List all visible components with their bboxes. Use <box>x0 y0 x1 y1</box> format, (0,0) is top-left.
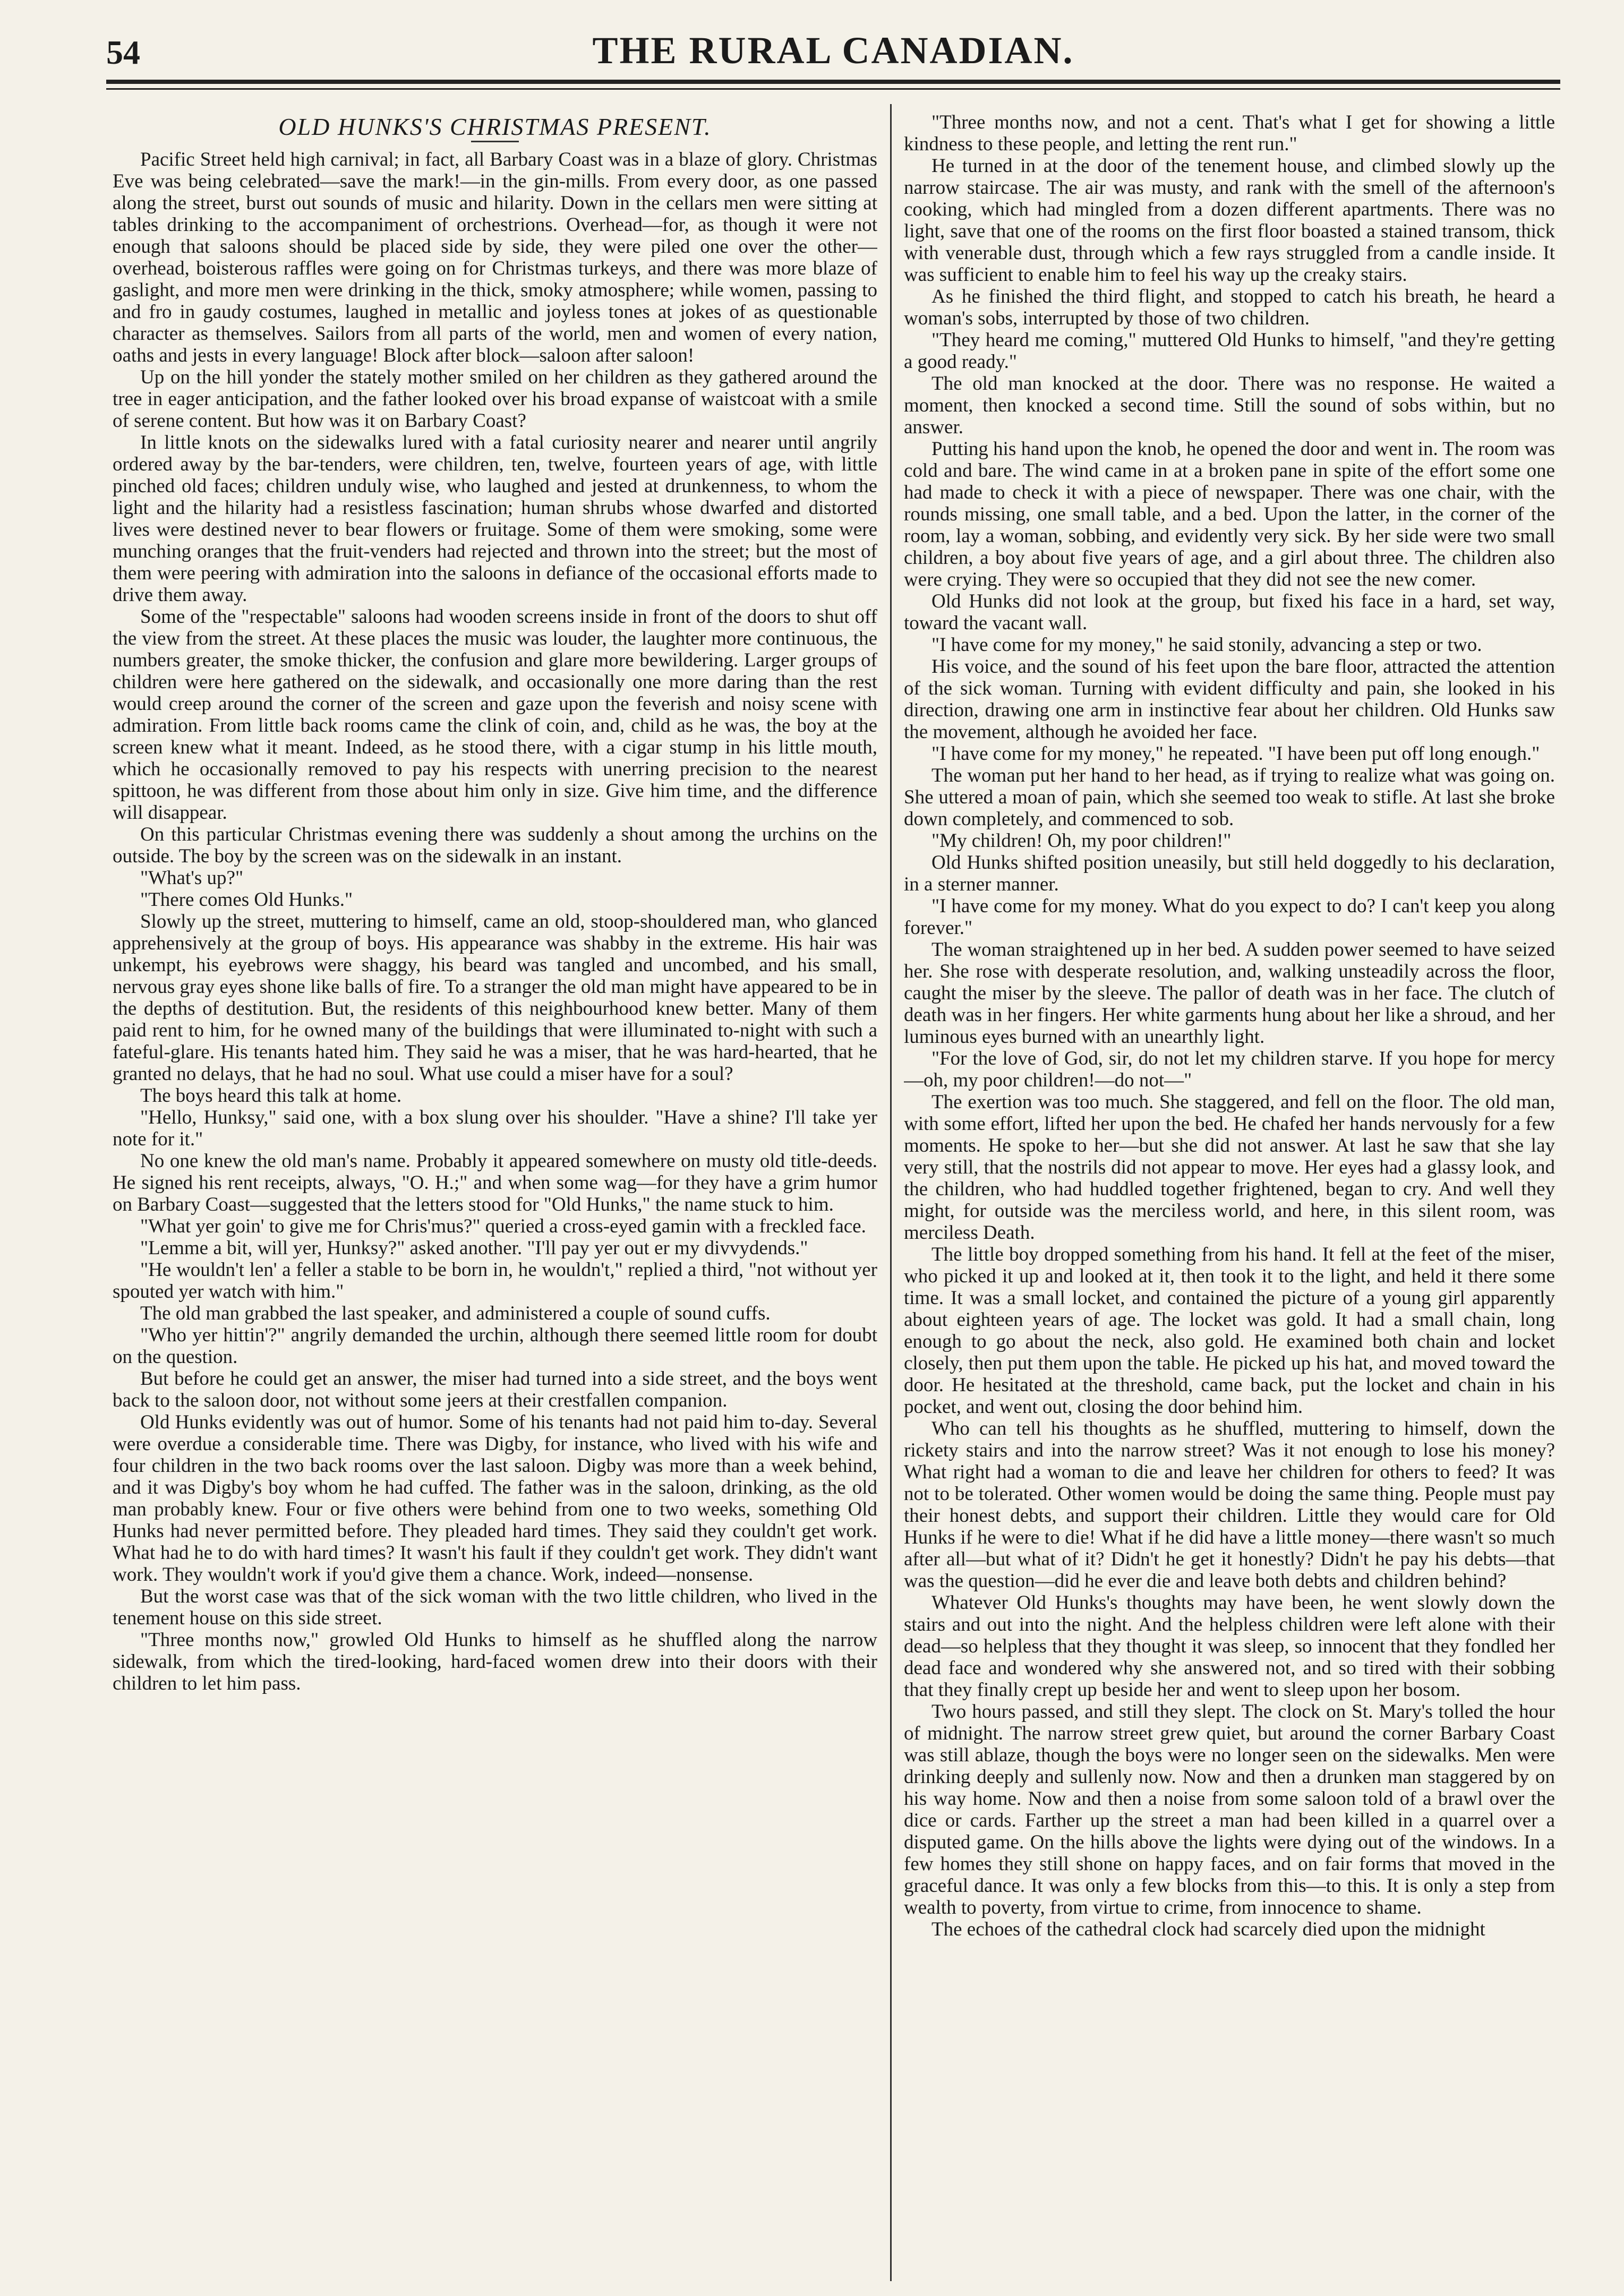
paragraph: His voice, and the sound of his feet upon the bare floor, attracted the attention of the sick woman. Turning with evident difficulty and pain, she looked in his direction, drawing one arm in instinctive fear about her children. Old Hunks saw the movement, although he avoided her face. <box>904 656 1555 743</box>
paragraph: Some of the "respectable" saloons had wooden screens inside in front of the doors to shut off the view from the street. At these places the music was louder, the laughter more continuous, the numbers greater, the smoke thicker, the confusion and glare more bewildering. Larger groups of children were here gathered on the sidewalk, and occasionally one more daring than the rest would creep around the corner of the screen and gaze upon the feverish and noisy scene with admiration. From little back rooms came the clink of coin, and, child as he was, the boy at the screen knew what it meant. Indeed, as he stood there, with a cigar stump in his little mouth, which he occasionally removed to pay his respects with unerring precision to the nearest spittoon, he was different from those about him only in size. Give him time, and the difference will disappear. <box>113 606 877 824</box>
paragraph: In little knots on the sidewalks lured with a fatal curiosity nearer and nearer until angrily ordered away by the bar-tenders, were children, ten, twelve, fourteen years of age, with little pinched old faces; children unduly wise, who laughed and jested at drunkenness, to whom the light and the hilarity had a resistless fascination; human shrubs whose dwarfed and distorted lives were destined never to bear flowers or fruitage. Some of them were smoking, some were munching oranges that the fruit-venders had rejected and thrown into the street; but the most of them were peering with admiration into the saloons in defiance of the occasional efforts made to drive them away. <box>113 432 877 606</box>
paragraph: "For the love of God, sir, do not let my children starve. If you hope for mercy—oh, my poor children!—do not—" <box>904 1048 1555 1091</box>
paragraph: But the worst case was that of the sick woman with the two little children, who lived in the tenement house on this side street. <box>113 1586 877 1629</box>
paragraph: "What's up?" <box>140 867 244 889</box>
masthead <box>106 23 1560 87</box>
column-divider <box>890 104 892 2281</box>
paragraph: "I have come for my money," he said stonily, advancing a step or two. <box>931 634 1482 656</box>
paragraph: "I have come for my money," he repeated. "I have been put off long enough." <box>931 743 1540 765</box>
paragraph: Slowly up the street, muttering to himself, came an old, stoop-shouldered man, who glanced apprehensively at the group of boys. His appearance was shabby in the extreme. His hair was unkempt, his eyebrows were shaggy, his beard was tangled and uncombed, and his small, nervous gray eyes shone like balls of fire. To a stranger the old man might have appeared to be in the depths of destitution. But, the residents of this neighbourhood knew better. Many of them paid rent to him, for he owned many of the buildings that were illuminated to-night with such a fateful-glare. His tenants hated him. They said he was a miser, that he was hard-hearted, that he granted no delays, that he had no soul. What use could a miser have for a soul? <box>113 911 877 1085</box>
paragraph: "Three months now, and not a cent. That's what I get for showing a little kindness to these people, and letting the rent run." <box>904 112 1555 155</box>
paragraph: "He wouldn't len' a feller a stable to be born in, he wouldn't," replied a third, "not without yer spouted yer watch with him." <box>113 1259 877 1303</box>
paragraph: "Who yer hittin'?" angrily demanded the urchin, although there seemed little room for doubt on the question. <box>113 1324 877 1368</box>
header-rule-thick <box>106 80 1560 84</box>
paragraph: Old Hunks evidently was out of humor. Some of his tenants had not paid him to-day. Several were overdue a considerable time. There was Digby, for instance, who lived with his wife and four children in the two back rooms over the last saloon. Digby was more than a week behind, and it was Digby's boy whom he had cuffed. The father was in the saloon, drinking, as the old man probably knew. Four or five others were behind from one to two weeks, something Old Hunks had never permitted before. They pleaded hard times. They said they couldn't get work. What had he to do with hard times? It wasn't his fault if they couldn't get work. They didn't want work. They wouldn't work if you'd give them a chance. Work, indeed—nonsense. <box>113 1411 877 1586</box>
paragraph: The boys heard this talk at home. <box>140 1085 402 1107</box>
paragraph: "Lemme a bit, will yer, Hunksy?" asked another. "I'll pay yer out er my divvydends." <box>140 1237 808 1259</box>
paragraph: "My children! Oh, my poor children!" <box>931 830 1232 852</box>
paragraph: "They heard me coming," muttered Old Hunks to himself, "and they're getting a good ready." <box>904 329 1555 373</box>
paragraph: "What yer goin' to give me for Chris'mus?" queried a cross-eyed gamin with a freckled face. <box>140 1215 866 1237</box>
paragraph: The old man grabbed the last speaker, and administered a couple of sound cuffs. <box>140 1303 771 1324</box>
paragraph: But before he could get an answer, the miser had turned into a side street, and the boys went back to the saloon door, not without some jeers at their crestfallen companion. <box>113 1368 877 1411</box>
paragraph: Whatever Old Hunks's thoughts may have been, he went slowly down the stairs and out into the night. And the helpless children were left alone with their dead—so helpless that they thought it was sleep, so innocent that they fondled her dead face and wondered why she answered not, and so tired with their sobbing that they finally crept up beside her and went to sleep upon her bosom. <box>904 1592 1555 1701</box>
paragraph: On this particular Christmas evening there was suddenly a shout among the urchins on the outside. The boy by the screen was on the sidewalk in an instant. <box>113 824 877 867</box>
paragraph: Who can tell his thoughts as he shuffled, muttering to himself, down the rickety stairs and into the narrow street? Was it not enough to lose his money? What right had a woman to die and leave her children for others to feed? It was not to be tolerated. Other women would be doing the same thing. People must pay their honest debts, and support their children. Little they would care for Old Hunks if he were to die! What if he did have a little money—there wasn't so much after all—but what of it? Didn't he get it honestly? Didn't he pay his debts—that was the question—did he ever die and leave both debts and children behind? <box>904 1418 1555 1592</box>
paragraph: No one knew the old man's name. Probably it appeared somewhere on musty old title-deeds. He signed his rent receipts, always, "O. H.;" and when some wag—for they have a grim humor on Barbary Coast—suggested that the letters stood for "Old Hunks," the name stuck to him. <box>113 1150 877 1215</box>
page-number: 54 <box>106 33 140 71</box>
right-column <box>904 112 1555 2283</box>
paragraph: Old Hunks shifted position uneasily, but still held doggedly to his declaration, in a sterner manner. <box>904 852 1555 895</box>
paragraph: "Three months now," growled Old Hunks to himself as he shuffled along the narrow sidewalk, from which the tired-looking, hard-faced women drew into their doors with their children to let him pass. <box>113 1629 877 1694</box>
journal-title: THE RURAL CANADIAN. <box>592 29 1074 72</box>
paragraph: Up on the hill yonder the stately mother smiled on her children as they gathered around the tree in eager anticipation, and the father looked over his broad expanse of waistcoat with a smile of serene content. But how was it on Barbary Coast? <box>113 366 877 432</box>
paragraph: Pacific Street held high carnival; in fact, all Barbary Coast was in a blaze of glory. Christmas Eve was being celebrated—save the mark!—in the gin-mills. From every door, as one passed along the street, burst out sounds of music and hilarity. Down in the cellars men were sitting at tables drinking to the accompaniment of orchestrions. Overhead—for, as though it were not enough that saloons should be placed side by side, they were piled one over the other—overhead, boisterous raffles were going on for Christmas turkeys, and there was more blaze of gaslight, and more men were drinking in the thick, smoky atmosphere; while women, passing to and fro in gaudy costumes, laughed in metallic and joyless tones at jokes of as questionable character as themselves. Sailors from all parts of the world, men and women of every nation, oaths and jests in every language! Block after block—saloon after saloon! <box>113 149 877 366</box>
paragraph: "I have come for my money. What do you expect to do? I can't keep you along forever." <box>904 895 1555 939</box>
header-rule-thin <box>106 88 1560 90</box>
right-column-paragraphs <box>904 112 1555 1940</box>
paragraph: Putting his hand upon the knob, he opened the door and went in. The room was cold and bare. The wind came in at a broken pane in spite of the effort some one had made to check it with a piece of newspaper. There was one chair, with the rounds missing, one small table, and a bed. Upon the latter, in the corner of the room, lay a woman, sobbing, and evidently very sick. By her side were two small children, a boy about five years of age, and a girl about three. The children also were crying. They were so occupied that they did not see the new comer. <box>904 438 1555 590</box>
paragraph: "There comes Old Hunks." <box>140 889 353 911</box>
paragraph: The little boy dropped something from his hand. It fell at the feet of the miser, who picked it up and looked at it, then took it to the light, and held it there some time. It was a small locket, and contained the picture of a young girl apparently about eighteen years of age. The locket was gold. It had a small chain, long enough to go about the neck, also gold. He examined both chain and locket closely, then put them upon the table. He picked up his hat, and moved toward the door. He hesitated at the threshold, came back, put the locket and chain in his pocket, and went out, closing the door behind him. <box>904 1244 1555 1418</box>
left-column-paragraphs <box>113 149 877 1694</box>
paragraph: The woman straightened up in her bed. A sudden power seemed to have seized her. She rose with desperate resolution, and, walking unsteadily across the floor, caught the miser by the sleeve. The pallor of death was in her face. The clutch of death was in her fingers. Her white garments hung about her like a shroud, and her luminous eyes burned with an unearthly light. <box>904 939 1555 1048</box>
article-title: OLD HUNKS'S CHRISTMAS PRESENT. <box>278 113 712 140</box>
paragraph: He turned in at the door of the tenement house, and climbed slowly up the narrow staircase. The air was musty, and rank with the smell of the afternoon's cooking, which had mingled from a dozen different apartments. There was no light, save that one of the rooms on the first floor boasted a stained transom, thick with venerable dust, through which a few rays struggled from a candle inside. It was sufficient to enable him to feel his way up the creaky stairs. <box>904 155 1555 286</box>
paragraph: The exertion was too much. She staggered, and fell on the floor. The old man, with some effort, lifted her upon the bed. He chafed her hands nervously for a few moments. He spoke to her—but she did not answer. At last he saw that she lay very still, that the nostrils did not appear to move. Her eyes had a glassy look, and the children, who had huddled together frightened, began to cry. And well they might, for outside was the merciless world, and here, in this silent room, was merciless Death. <box>904 1091 1555 1244</box>
paragraph: As he finished the third flight, and stopped to catch his breath, he heard a woman's sobs, interrupted by those of two children. <box>904 286 1555 329</box>
title-rule <box>471 141 519 142</box>
paragraph: The woman put her hand to her head, as if trying to realize what was going on. She uttered a moan of pain, which she seemed too weak to stifle. At last she broke down completely, and commenced to sob. <box>904 765 1555 830</box>
left-column <box>113 112 877 2283</box>
paragraph: The old man knocked at the door. There was no response. He waited a moment, then knocked a second time. Still the sound of sobs within, but no answer. <box>904 373 1555 438</box>
paragraph: The echoes of the cathedral clock had scarcely died upon the midnight <box>931 1918 1485 1940</box>
paragraph: Old Hunks did not look at the group, but fixed his face in a hard, set way, toward the vacant wall. <box>904 590 1555 634</box>
paragraph: Two hours passed, and still they slept. The clock on St. Mary's tolled the hour of midnight. The narrow street grew quiet, but around the corner Barbary Coast was still ablaze, though the boys were no longer seen on the sidewalks. Men were drinking deeply and sullenly now. Now and then a drunken man staggered by on his way home. Now and then a noise from some saloon told of a brawl over the dice or cards. Farther up the street a man had been killed in a quarrel over a disputed game. On the hills above the lights were dying out of the windows. In a few homes they still shone on happy faces, and on fair forms that moved in the graceful dance. It was only a few blocks from this—to this. It is only a step from wealth to poverty, from virtue to crime, from innocence to shame. <box>904 1701 1555 1918</box>
paragraph: "Hello, Hunksy," said one, with a box slung over his shoulder. "Have a shine? I'll take yer note for it." <box>113 1107 877 1150</box>
